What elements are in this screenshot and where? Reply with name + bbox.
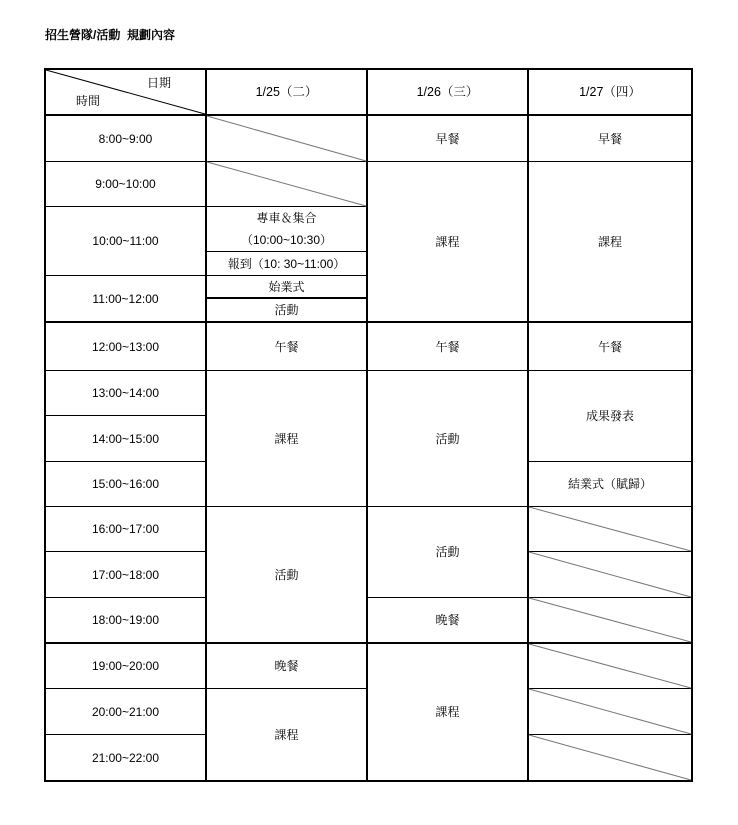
time-slot-21: 21:00~22:00 — [46, 735, 207, 780]
day-header-1-26: 1/26（三） — [368, 70, 529, 116]
event-cell-shuttle — [207, 207, 368, 252]
time-axis-label: 時間 — [76, 94, 101, 108]
event-cell-class: 課程 — [529, 162, 691, 323]
diagonal-line — [529, 507, 691, 551]
empty-slot-cell — [529, 598, 691, 644]
event-cell-class: 課程 — [207, 371, 368, 507]
time-slot-11: 11:00~12:00 — [46, 276, 207, 323]
corner-diagonal-line — [46, 70, 205, 114]
empty-slot-cell — [529, 507, 691, 552]
event-cell-checkin: 報到（10: 30~11:00） — [207, 252, 368, 276]
date-axis-label: 日期 — [146, 76, 171, 90]
time-slot-10: 10:00~11:00 — [46, 207, 207, 276]
event-cell-activity: 活動 — [207, 299, 368, 323]
time-slot-9: 9:00~10:00 — [46, 162, 207, 207]
time-slot-19: 19:00~20:00 — [46, 644, 207, 689]
time-slot-12: 12:00~13:00 — [46, 323, 207, 371]
event-title: 專車＆集合 — [256, 211, 317, 225]
diagonal-line — [529, 552, 691, 597]
event-cell-activity: 活動 — [368, 507, 529, 598]
empty-slot-cell — [529, 644, 691, 689]
event-cell-presentation: 成果發表 — [529, 371, 691, 462]
empty-slot-cell — [529, 735, 691, 780]
event-cell-dinner: 晚餐 — [368, 598, 529, 644]
time-slot-13: 13:00~14:00 — [46, 371, 207, 416]
event-cell-lunch: 午餐 — [207, 323, 368, 371]
time-slot-8: 8:00~9:00 — [46, 116, 207, 162]
day-header-1-25: 1/25（二） — [207, 70, 368, 116]
event-cell-activity: 活動 — [207, 507, 368, 644]
empty-slot-cell — [207, 162, 368, 207]
time-slot-17: 17:00~18:00 — [46, 552, 207, 598]
time-slot-15: 15:00~16:00 — [46, 462, 207, 507]
event-cell-breakfast: 早餐 — [368, 116, 529, 162]
event-cell-class: 課程 — [368, 644, 529, 780]
event-cell-opening: 始業式 — [207, 276, 368, 299]
diagonal-line — [207, 116, 366, 161]
event-cell-closing: 結業式（賦歸） — [529, 462, 691, 507]
event-cell-activity: 活動 — [368, 371, 529, 507]
time-slot-20: 20:00~21:00 — [46, 689, 207, 735]
time-slot-16: 16:00~17:00 — [46, 507, 207, 552]
diagonal-line — [529, 689, 691, 734]
event-time: （10:00~10:30） — [240, 233, 333, 247]
schedule-table — [44, 68, 693, 782]
empty-slot-cell — [529, 552, 691, 598]
event-cell-lunch: 午餐 — [368, 323, 529, 371]
empty-slot-cell — [207, 116, 368, 162]
empty-slot-cell — [529, 689, 691, 735]
event-cell-breakfast: 早餐 — [529, 116, 691, 162]
time-slot-14: 14:00~15:00 — [46, 416, 207, 462]
diagonal-line — [529, 735, 691, 780]
diagonal-line — [529, 644, 691, 688]
diagonal-line — [207, 162, 366, 206]
day-header-1-27: 1/27（四） — [529, 70, 691, 116]
document-title: 招生營隊/活動 規劃內容 — [45, 28, 176, 42]
time-slot-18: 18:00~19:00 — [46, 598, 207, 644]
diagonal-line — [529, 598, 691, 642]
event-cell-class: 課程 — [207, 689, 368, 780]
corner-header-cell — [46, 70, 207, 116]
event-cell-lunch: 午餐 — [529, 323, 691, 371]
event-cell-dinner: 晚餐 — [207, 644, 368, 689]
event-cell-class: 課程 — [368, 162, 529, 323]
